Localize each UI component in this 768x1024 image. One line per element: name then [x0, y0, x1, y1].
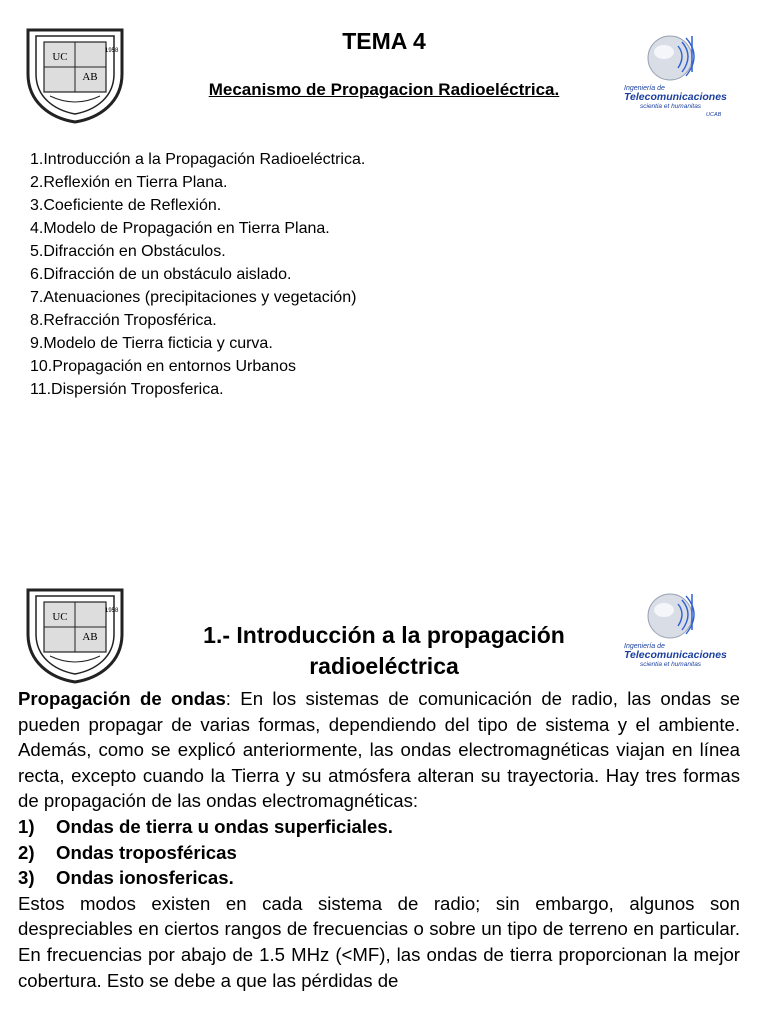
lead-description: : En los sistemas de comunicación de radio, las ondas se pueden propagar de varias formas, dependiendo del tipo de sistema y el ambiente. Además, como se explicó anteriormente, las ondas electromagnéticas viajan en línea recta, excepto cuando la Tierra y su atmósfera alteran su trayectoria. Hay tres formas de propagación de las ondas electromagnéticas: [18, 688, 740, 812]
section-title-line-2: radioeléctrica [309, 653, 459, 679]
propagation-modes-list [18, 814, 740, 891]
svg-text:Telecomunicaciones: Telecomunicaciones [624, 649, 727, 661]
toc-item: 11.Dispersión Troposferica. [30, 381, 224, 398]
intro-paragraph [18, 686, 740, 814]
svg-text:UCAB: UCAB [706, 112, 722, 118]
closing-paragraph: Estos modos existen en cada sistema de radio; sin embargo, algunos son despreciables en ciertos rangos de frecuencias o sobre un tipo de terreno en particular. En frecuencias por abajo de 1.5 MHz (<MF), las ondas de tierra proporcionan la mejor cobertura. Esto se debe a que las pérdidas de [18, 892, 740, 991]
svg-text:AB: AB [82, 631, 98, 643]
svg-text:Telecomunicaciones: Telecomunicaciones [624, 91, 727, 103]
toc-item: 3.Coeficiente de Reflexión. [30, 197, 222, 214]
slide-introduccion [0, 580, 768, 1024]
toc-item: 1.Introducción a la Propagación Radioeléctrica. [30, 151, 366, 168]
toc-item: 5.Difracción en Obstáculos. [30, 243, 226, 260]
svg-text:AB: AB [82, 71, 98, 83]
table-of-contents [30, 148, 365, 401]
list-item: 2) Ondas troposféricas [18, 841, 237, 863]
svg-text:scientia et humanitas: scientia et humanitas [640, 103, 702, 110]
section-title-line-1: 1.- Introducción a la propagación [203, 622, 565, 648]
page-subtitle: Mecanismo de Propagacion Radioeléctrica. [208, 80, 560, 99]
ucab-crest-logo [20, 584, 130, 684]
list-item: 1) Ondas de tierra u ondas superficiales. [18, 815, 393, 837]
toc-item: 4.Modelo de Propagación en Tierra Plana. [30, 220, 330, 237]
svg-text:1958: 1958 [105, 608, 119, 614]
toc-item: 8.Refracción Troposférica. [30, 312, 217, 329]
svg-text:Ingeniería de: Ingeniería de [624, 85, 665, 92]
svg-text:scientia et humanitas: scientia et humanitas [640, 661, 702, 668]
svg-text:Ingeniería de: Ingeniería de [624, 643, 665, 650]
svg-text:1958: 1958 [105, 48, 119, 54]
body-text [18, 686, 740, 993]
svg-text:UC: UC [52, 611, 68, 623]
telecom-engineering-logo [618, 32, 728, 120]
page-title: TEMA 4 [342, 28, 426, 54]
lead-term: Propagación de ondas [18, 688, 226, 709]
list-item: 3) Ondas ionosfericas. [18, 867, 234, 889]
telecom-engineering-logo [618, 590, 728, 678]
toc-item: 2.Reflexión en Tierra Plana. [30, 174, 228, 191]
section-title [150, 620, 618, 682]
toc-item: 9.Modelo de Tierra ficticia y curva. [30, 335, 273, 352]
toc-item: 7.Atenuaciones (precipitaciones y vegetación) [30, 289, 357, 306]
toc-item: 6.Difracción de un obstáculo aislado. [30, 266, 292, 283]
svg-text:UC: UC [52, 51, 68, 63]
toc-item: 10.Propagación en entornos Urbanos [30, 358, 296, 375]
